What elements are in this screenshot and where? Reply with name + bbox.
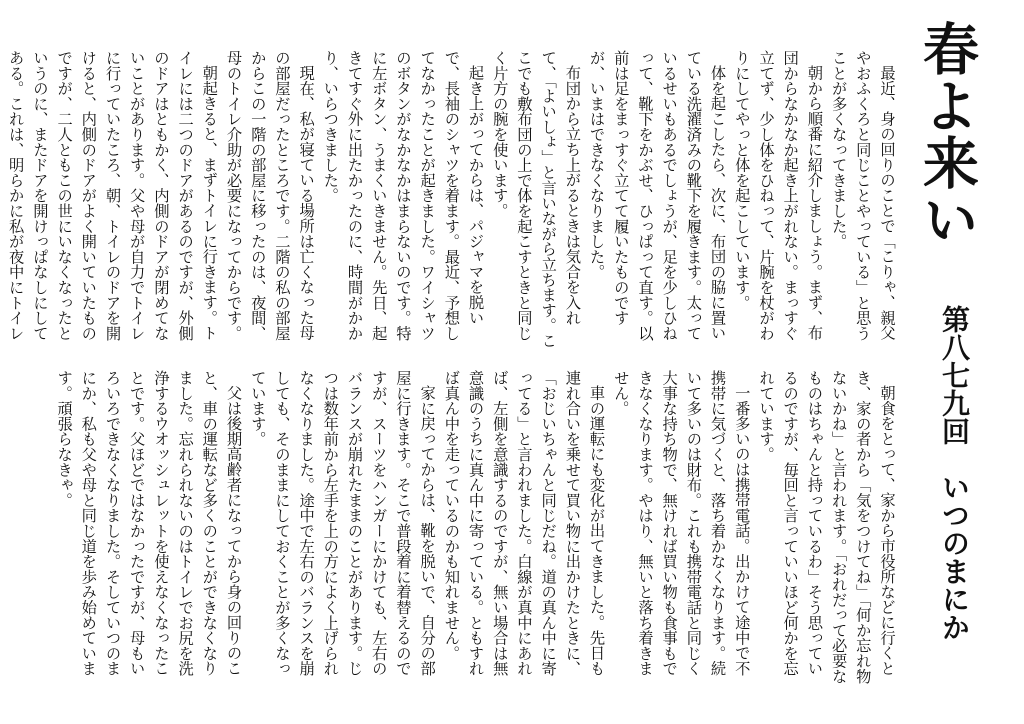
paragraph: 父は後期高齢者になってから身の回りのこと、車の運転など多くのことができなくなりました。忘れられないのはトイレでお尻を洗浄するウオッシュレットを使えなくなったことです。父ほどではなかったですが、母もいろいろできなくなりました。そしていつのまにか、私も父や母と同じ道を歩み始めています。頑張らなきゃ。 (55, 370, 243, 676)
paragraph: 一番多いのは携帯電話。出かけて途中で不携帯に気づくと、落ち着かなくなります。続いて多いのは財布。これも携帯電話と同じく大事な持ち物で、無ければ買い物も食事もできなくなります。やはり、無いと落ち着きません。 (611, 370, 751, 676)
paragraph: 最近、身の回りのことで「こりゃ、親父やおふくろと同じことやっている」と思うことが多くなってきました。 (829, 50, 896, 341)
paragraph: 朝起きると、まずトイレに行きます。トイレには二つのドアがあるのですが、外側のドアはともかく、内側のドアが閉めてないことがあります。父や母が自力でトイレに行っていたころ、朝、トイレのドアを開けると、内側のドアがよく開いていたものですが、二人ともこの世にいなくなったというのに、またドアを開けっぱなしにしてある。これは、明らかに私が夜中にトイレ (6, 50, 219, 341)
paragraph: 体を起こしたら、次に、布団の脇に置いている洗濯済みの靴下を履きます。太っているせいもあるでしょうが、足を少しひねって、靴下をかぶせ、ひっぱって直す。以前は足をまっすぐ立てて履いたものですが、いまはできなくなりました。 (587, 50, 727, 341)
column-title: 春よ来い (914, 20, 979, 248)
paragraph: 朝から順番に紹介しましょう。まず、布団からなかなか起き上がれない。まっすぐ立てず、少し体をひねって、片腕を杖がわりにしてやっと体を起こしています。 (732, 50, 824, 341)
paragraph: 朝食をとって、家から市役所などに行くとき、家の者から「気をつけてね」「何か忘れ物ないかね」と言われます。「おれだって必要なものはちゃんと持っているわ」そう思っているのですが、毎回と言っていいほど何かを忘れています。 (756, 370, 896, 684)
paragraph: 現在、私が寝ている場所は亡くなった母の部屋だったところです。二階の私の部屋からこの一階の部屋に移ったのは、夜間、母のトイレ介助が必要になってからです。 (224, 50, 316, 341)
body-text-lower (55, 370, 899, 690)
body-text-upper (6, 50, 899, 355)
paragraph: 車の運転にも変化が出てきました。先日も連れ合いを乗せて買い物に出かけたときに、「おじいちゃんと同じだね。道の真ん中に寄ってる」と言われました。白線が真中にあれば、左側を意識するのですが、無い場合は無意識のうちに真ん中に寄っている。ともすれば真ん中を走っているのかも知れません。 (442, 370, 606, 676)
paragraph: 布団から立ち上がるときは気合を入れて、「よいしょ」と言いながら立ちます。ここでも敷布団の上で体を起こすときと同じく片方の腕を使います。 (490, 50, 582, 349)
episode-number: 第八七九回 (938, 305, 971, 445)
paragraph: 起き上がってからは、パジャマを脱いで、長袖のシャツを着ます。最近、予想してなかったことが起きました。ワイシャツのボタンがなかなかはまらないのです。特に左ボタン、うまくいきません。先日、起きてすぐ外に出たかったのに、時間がかかり、いらつきました。 (321, 50, 485, 341)
paragraph: 家に戻ってからは、靴を脱いで、自分の部屋に行きます。そこで普段着に着替えるのですが、スーツをハンガーにかけても、左右のバランスが崩れたままのことがあります。じつは数年前から左手を上の方によく上げられなくなりました。途中で左右のバランスを崩しても、そのままにしておくことが多くなっています。 (248, 370, 437, 676)
episode-title: いつのまにか (938, 473, 971, 641)
column-subtitle (938, 305, 971, 641)
